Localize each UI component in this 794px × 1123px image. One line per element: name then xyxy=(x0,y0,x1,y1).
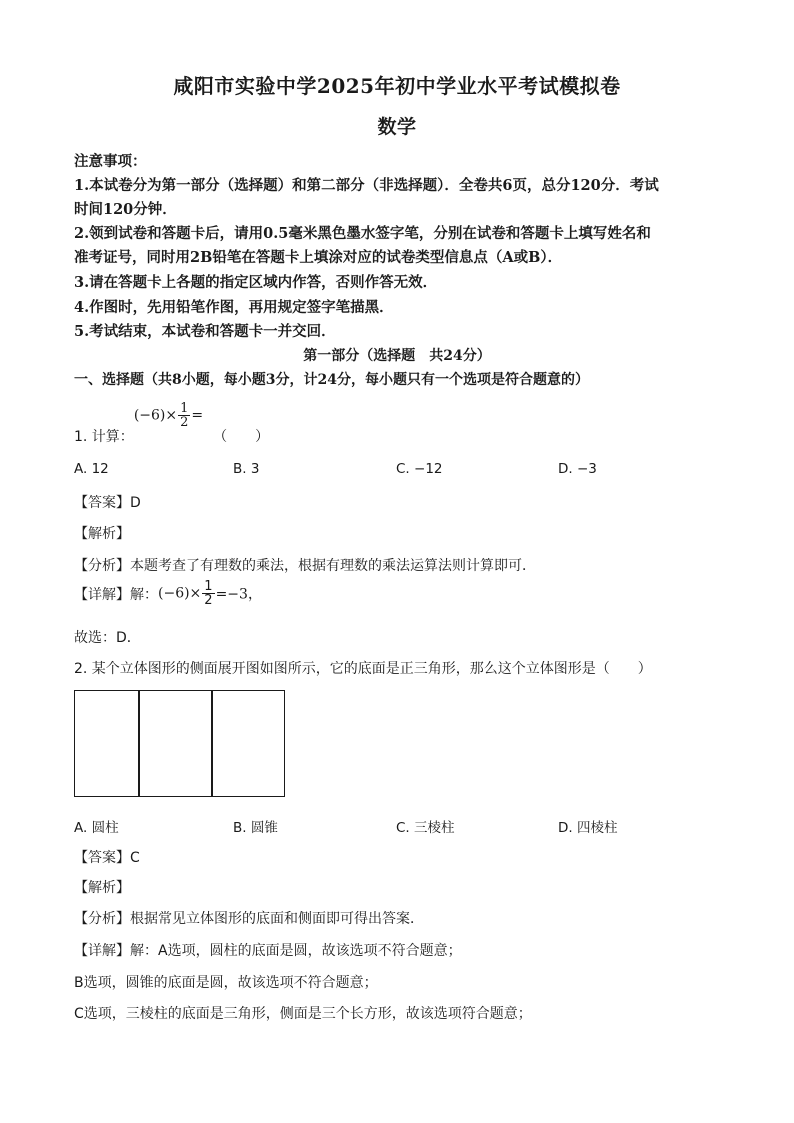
q1-detail-tag: 【详解】 xyxy=(74,586,130,603)
q1-option-a: A. 12 xyxy=(74,461,109,477)
note-line-6: 4.作图时，先用铅笔作图，再用规定签字笔描黑． xyxy=(74,299,394,316)
q2-fenxi-tag: 【分析】 xyxy=(74,911,130,927)
q1-detail xyxy=(74,580,262,607)
part-title: 第一部分（选择题 共24分） xyxy=(303,348,491,364)
q2-answer-tag: 【答案】 xyxy=(74,850,130,866)
net-diagram xyxy=(74,690,285,797)
q1-fraction xyxy=(178,402,190,429)
q2-option-d: D. 四棱柱 xyxy=(558,820,618,836)
q2-option-c: C. 三棱柱 xyxy=(396,820,455,836)
q1-option-b: B. 3 xyxy=(233,461,260,477)
q1-detail-left: (−6)× xyxy=(158,585,202,602)
q1-option-d: D. −3 xyxy=(558,461,597,477)
note-line-3: 2.领到试卷和答题卡后，请用0.5毫米黑色墨水签字笔，分别在试卷和答题卡上填写姓名和 xyxy=(74,225,651,242)
subject-title: 数学 xyxy=(377,116,417,138)
q1-blank: （ ） xyxy=(213,429,270,445)
q2-detail-line-2: B选项，圆锥的底面是圆，故该选项不符合题意； xyxy=(74,975,378,991)
q1-detail-right: =−3， xyxy=(215,586,262,603)
q1-detail-prefix: 解： xyxy=(130,586,158,603)
q2-option-b: B. 圆锥 xyxy=(233,820,278,836)
q1-detail-fraction xyxy=(202,580,214,607)
q2-answer xyxy=(74,847,140,867)
note-line-7: 5.考试结束，本试卷和答题卡一并交回． xyxy=(74,323,336,340)
net-divider-1 xyxy=(138,691,140,796)
q1-fenxi-text: 本题考查了有理数的乘法，根据有理数的乘法运算法则计算即可． xyxy=(130,558,536,574)
note-line-4: 准考证号，同时用2B铅笔在答题卡上填涂对应的试卷类型信息点（A或B）． xyxy=(74,249,563,266)
q2-fenxi xyxy=(74,908,424,928)
net-divider-2 xyxy=(211,691,213,796)
q2-fenxi-text: 根据常见立体图形的底面和侧面即可得出答案． xyxy=(130,911,424,927)
q1-answer-tag: 【答案】 xyxy=(74,495,130,511)
q1-stem xyxy=(74,402,269,446)
q2-detail-line-3: C选项，三棱柱的底面是三角形，侧面是三个长方形，故该选项符合题意； xyxy=(74,1006,532,1022)
q1-expr-left: (−6)× xyxy=(133,407,178,424)
q2-analysis-tag: 【解析】 xyxy=(74,880,130,896)
q1-answer-value: D xyxy=(130,495,141,511)
q1-prefix: 1. 计算： xyxy=(74,429,134,445)
q1-detail-frac-den: 2 xyxy=(204,593,213,608)
section-heading: 一、选择题（共8小题，每小题3分，计24分，每小题只有一个选项是符合题意的） xyxy=(74,372,589,388)
q1-analysis-tag: 【解析】 xyxy=(74,526,130,542)
q2-detail-text-1: 解：A选项，圆柱的底面是圆，故该选项不符合题意； xyxy=(130,943,462,959)
q1-answer xyxy=(74,492,141,512)
exam-title: 咸阳市实验中学2025年初中学业水平考试模拟卷 xyxy=(173,74,621,98)
q1-frac-num: 1 xyxy=(180,401,189,416)
q1-expr-right: = xyxy=(191,407,204,424)
q2-answer-value: C xyxy=(130,850,140,866)
note-line-5: 3.请在答题卡上各题的指定区域内作答，否则作答无效． xyxy=(74,274,438,291)
q2-option-a: A. 圆柱 xyxy=(74,820,119,836)
note-line-1: 1.本试卷分为第一部分（选择题）和第二部分（非选择题）．全卷共6页，总分120分．考试 xyxy=(74,177,659,194)
q1-option-c: C. −12 xyxy=(396,461,443,477)
note-line-2: 时间120分钟． xyxy=(74,201,177,218)
q2-detail-tag: 【详解】 xyxy=(74,943,130,959)
q1-conclusion: 故选：D． xyxy=(74,630,141,646)
q1-frac-den: 2 xyxy=(180,415,189,430)
q1-expression xyxy=(134,402,203,429)
notes-heading: 注意事项： xyxy=(74,153,147,170)
q2-detail-line-1 xyxy=(74,940,462,960)
q1-fenxi-tag: 【分析】 xyxy=(74,558,130,574)
q2-stem: 2. 某个立体图形的侧面展开图如图所示，它的底面是正三角形，那么这个立体图形是（ ） xyxy=(74,661,652,677)
q1-fenxi xyxy=(74,555,536,575)
q1-detail-frac-num: 1 xyxy=(204,579,213,594)
